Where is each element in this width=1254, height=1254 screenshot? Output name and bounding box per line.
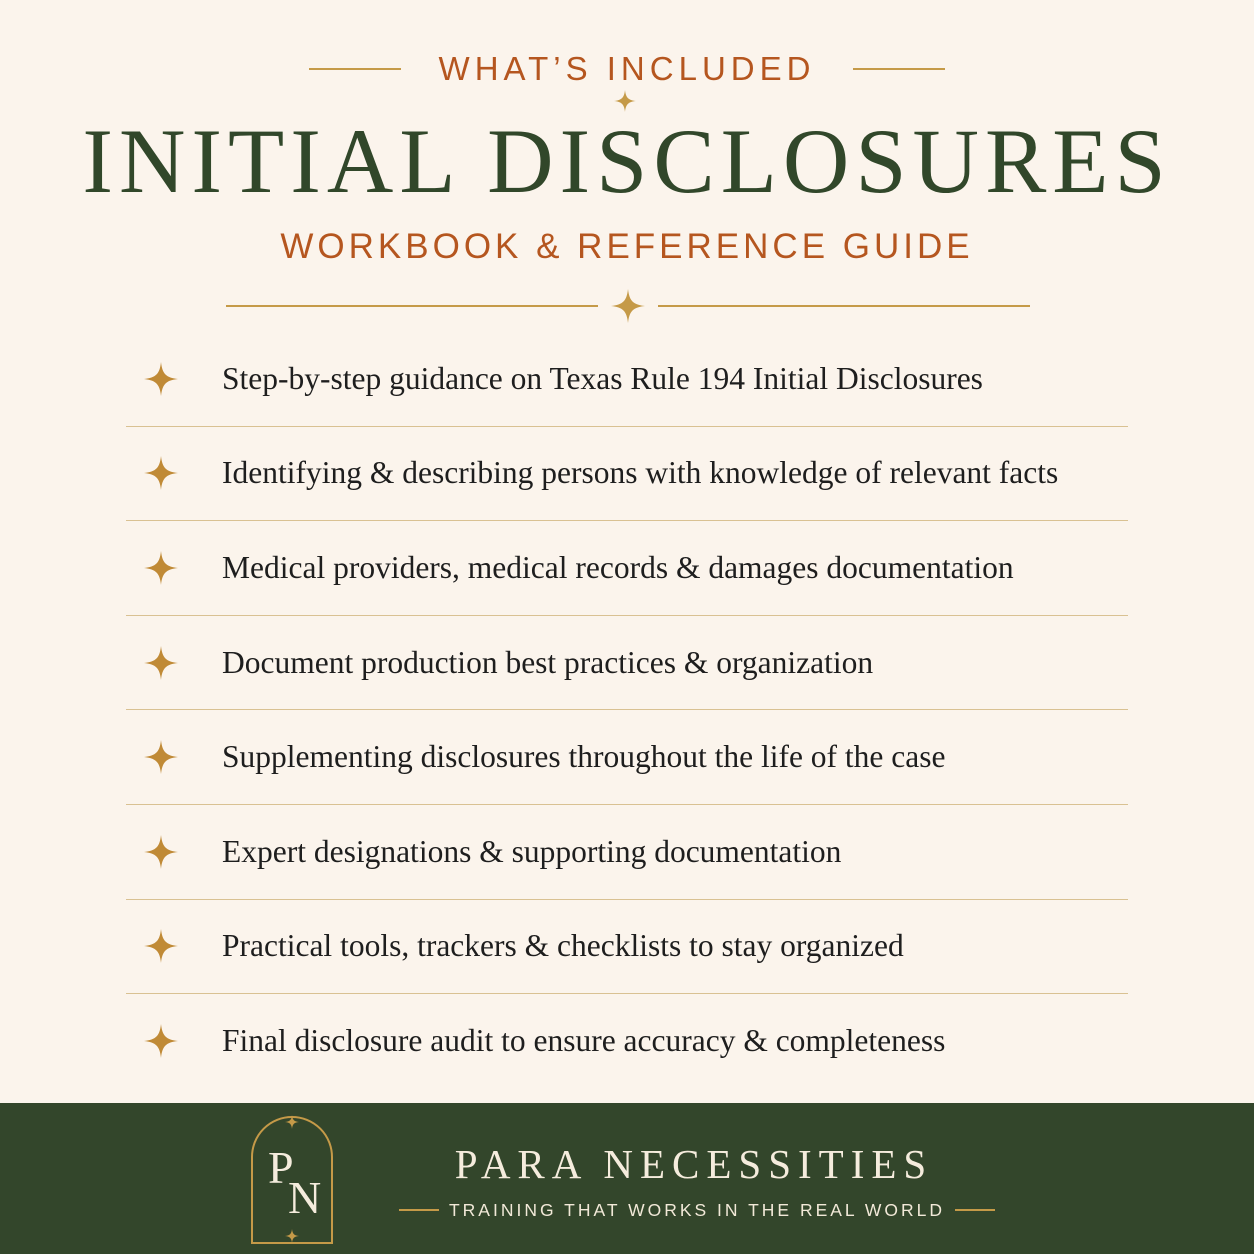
header-eyebrow-row bbox=[0, 44, 1254, 94]
sparkle-bullet-icon bbox=[144, 551, 178, 585]
sparkle-bullet-icon bbox=[144, 1024, 178, 1058]
brand-name: PARA NECESSITIES bbox=[454, 1141, 934, 1187]
sparkle-bullet-icon bbox=[144, 740, 178, 774]
sparkle-icon bbox=[611, 289, 645, 323]
sparkle-bullet-icon bbox=[144, 456, 178, 490]
list-item bbox=[126, 332, 1128, 427]
feature-list bbox=[126, 332, 1128, 1089]
list-item bbox=[126, 710, 1128, 805]
title-divider bbox=[226, 288, 1030, 324]
eyebrow-left-rule bbox=[309, 68, 401, 70]
list-item bbox=[126, 427, 1128, 522]
list-item-text: Supplementing disclosures throughout the life of the case bbox=[222, 739, 946, 775]
brand-tagline: TRAINING THAT WORKS IN THE REAL WORLD bbox=[448, 1200, 946, 1220]
list-item bbox=[126, 900, 1128, 995]
list-item-text: Step-by-step guidance on Texas Rule 194 Initial Disclosures bbox=[222, 360, 983, 396]
logo-letter-p: P bbox=[268, 1142, 294, 1193]
footer-banner bbox=[0, 1103, 1254, 1254]
brand-logo bbox=[246, 1111, 338, 1247]
list-item-text: Document production best practices & organization bbox=[222, 644, 874, 680]
tagline-right-rule bbox=[955, 1209, 995, 1211]
divider-right-rule bbox=[658, 305, 1030, 307]
list-item bbox=[126, 521, 1128, 616]
divider-left-rule bbox=[226, 305, 598, 307]
page-title: INITIAL DISCLOSURES bbox=[82, 110, 1172, 212]
list-item-text: Expert designations & supporting documentation bbox=[222, 833, 842, 869]
list-item-text: Final disclosure audit to ensure accuracy & completeness bbox=[222, 1023, 946, 1059]
list-item-text: Practical tools, trackers & checklists to stay organized bbox=[222, 928, 904, 964]
sparkle-bullet-icon bbox=[144, 646, 178, 680]
list-item-text: Identifying & describing persons with knowledge of relevant facts bbox=[222, 455, 1059, 491]
sparkle-bullet-icon bbox=[144, 362, 178, 396]
sparkle-bullet-icon bbox=[144, 929, 178, 963]
eyebrow-right-rule bbox=[853, 68, 945, 70]
list-item bbox=[126, 616, 1128, 711]
list-item bbox=[126, 805, 1128, 900]
tagline-left-rule bbox=[399, 1209, 439, 1211]
logo-letter-n: N bbox=[288, 1172, 322, 1223]
page-subtitle: WORKBOOK & REFERENCE GUIDE bbox=[280, 227, 974, 266]
list-item-text: Medical providers, medical records & damages documentation bbox=[222, 549, 1014, 585]
eyebrow-text: WHAT’S INCLUDED bbox=[438, 50, 816, 87]
sparkle-bullet-icon bbox=[144, 835, 178, 869]
tagline-row bbox=[384, 1195, 1010, 1225]
list-item bbox=[126, 994, 1128, 1089]
